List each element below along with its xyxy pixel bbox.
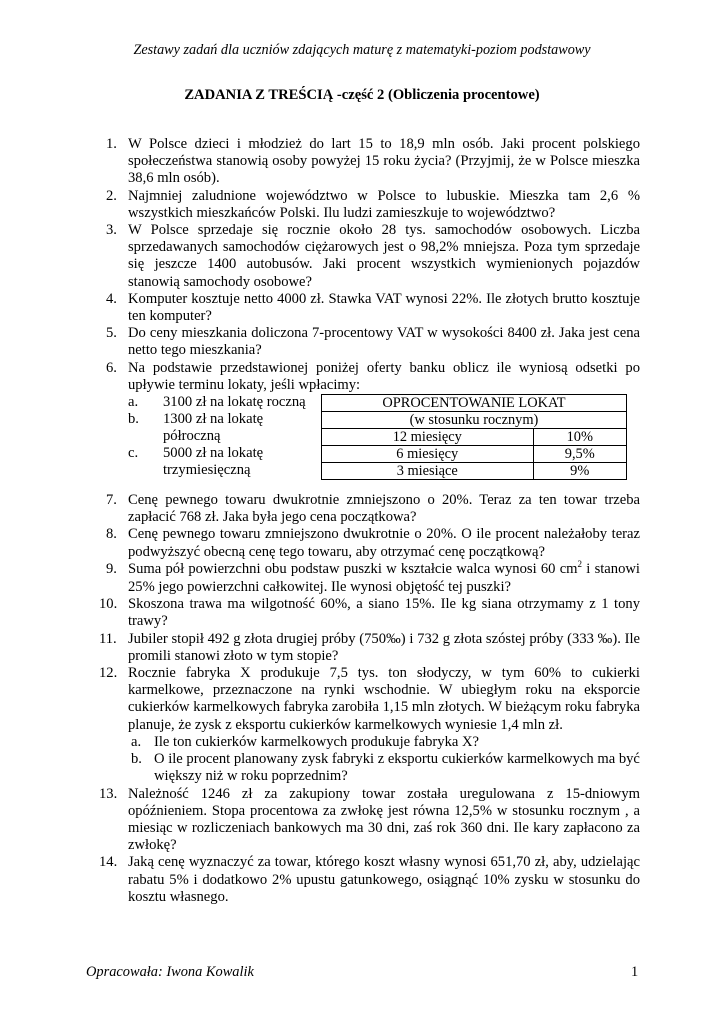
term-cell: 3 miesiące xyxy=(322,463,534,480)
task-12-sub-b xyxy=(106,751,640,785)
task-number: 11. xyxy=(99,630,117,647)
task-6 xyxy=(106,360,640,394)
task-number: 14. xyxy=(99,854,118,871)
sub-text: O ile procent planowany zysk fabryki z eksportu cukierków karmelkowych ma być większy niż w roku poprzednim? xyxy=(154,751,640,785)
task-number: 3. xyxy=(106,222,117,239)
task-text: Komputer kosztuje netto 4000 zł. Stawka VAT wynosi 22%. Ile złotych brutto kosztuje ten komputer? xyxy=(128,290,640,325)
task-text-cont: i stanowi 25% jego powierzchni całkowitej. Ile wynosi objętość tej puszki? xyxy=(128,560,640,596)
task-text: Do ceny mieszkania doliczona 7-procentowy VAT w wysokości 8400 zł. Jaka jest cena netto tego mieszkania? xyxy=(128,325,640,359)
task-text: Skoszona trawa ma wilgotność 60%, a siano 15%. Ile kg siana otrzymamy z 1 tony trawy? xyxy=(128,596,640,630)
option-text-line2: trzymiesięczną xyxy=(163,462,251,479)
task-text: W Polsce sprzedaje się rocznie około 28 tys. samochodów osobowych. Liczba sprzedawanych samochodów ciężarowych jest o 98,2% mniejsza. Poza tym sprzedaje się jeszcze 1400 autobusów. Jaki procent wszystkich wymienionych pojazdów stanowią samochody osobowe? xyxy=(128,222,640,290)
sub-label: b. xyxy=(131,751,142,768)
rate-cell: 9% xyxy=(533,463,626,480)
term-cell: 12 miesięcy xyxy=(322,429,534,446)
task-text: Suma pół powierzchni obu podstaw puszki w kształcie walca wynosi 60 cm xyxy=(128,560,578,577)
option-label: a. xyxy=(128,394,139,411)
option-text-line2: półroczną xyxy=(163,428,221,445)
task-9 xyxy=(106,558,640,596)
task-1 xyxy=(106,136,640,188)
table-row xyxy=(322,463,627,480)
rate-cell: 9,5% xyxy=(533,446,626,463)
task-text: Należność 1246 zł za zakupiony towar została uregulowana z 15-dniowym opóźnieniem. Stopa procentowa za zwłokę jest równa 12,5% w stosunku rocznym , a miesiąc w rozliczeniach bankowych ma 30 dni, zaś rok 360 dni. Ile kary zapłacono za zwłokę? xyxy=(128,785,640,854)
task-number: 8. xyxy=(106,526,117,543)
option-label: c. xyxy=(128,445,139,462)
option-text: 5000 zł na lokatę xyxy=(163,445,264,462)
task-list xyxy=(99,136,640,906)
task-number: 2. xyxy=(106,187,117,204)
table-row xyxy=(322,446,627,463)
task-12-sub-a xyxy=(106,734,640,751)
task-text: Cenę pewnego towaru zmniejszono dwukrotnie o 20%. O ile procent należałoby teraz podwyższyć obecną cenę tego towaru, aby otrzymać cenę początkową? xyxy=(128,526,640,560)
task-13 xyxy=(99,785,640,855)
task-14 xyxy=(99,854,640,906)
task-text: Na podstawie przedstawionej poniżej oferty banku oblicz ile wyniosą odsetki po upływie terminu lokaty, jeśli wpłacimy: xyxy=(128,359,640,393)
task-number: 1. xyxy=(106,136,117,152)
task-4 xyxy=(106,291,640,325)
task-number: 7. xyxy=(106,492,117,509)
page-number: 1 xyxy=(631,964,639,980)
page-title: ZADANIA Z TREŚCIĄ -część 2 (Obliczenia procentowe) xyxy=(184,87,540,103)
option-label: b. xyxy=(128,411,139,428)
rates-table xyxy=(321,394,627,480)
task-10 xyxy=(99,596,640,630)
task-8 xyxy=(106,526,640,560)
superscript: 2 xyxy=(577,558,583,569)
option-text: 3100 zł na lokatę roczną xyxy=(163,394,306,411)
task-7 xyxy=(106,492,640,526)
task-text: Jaką cenę wyznaczyć za towar, którego koszt własny wynosi 651,70 zł, aby, udzielając rabatu 5% i dodatkowo 2% upustu gatunkowego, osiągnąć 10% zysku w stosunku do kosztu własnego. xyxy=(128,854,640,905)
task-number: 6. xyxy=(106,359,117,376)
task-5 xyxy=(106,325,640,359)
task-text: Rocznie fabryka X produkuje 7,5 tys. ton słodyczy, w tym 60% to cukierki karmelkowe, przeznaczone na rynki wschodnie. W ubiegłym roku na eksporcie cukierków karmelkowych fabryka zarobiła 1,15 mln złotych. W bieżącym roku fabryka planuje, że zysk z eksportu cukierków karmelkowych wyniesie 1,4 mln zł. xyxy=(128,665,640,733)
task-text: Jubiler stopił 492 g złota drugiej próby (750‰) i 732 g złota szóstej próby (333 ‰). Ile promili stanowi złoto w tym stopie? xyxy=(128,630,640,664)
task-number: 9. xyxy=(106,560,117,577)
task-number: 13. xyxy=(99,785,118,802)
task-text: Najmniej zaludnione województwo w Polsce to lubuskie. Mieszka tam 2,6 % wszystkich mieszkańców Polski. Ilu ludzi zamieszkuje to województwo? xyxy=(128,187,640,221)
page-header: Zestawy zadań dla uczniów zdających maturę z matematyki-poziom podstawowy xyxy=(133,42,591,58)
task-number: 10. xyxy=(99,596,118,613)
sub-text: Ile ton cukierków karmelkowych produkuje fabryka X? xyxy=(154,733,480,750)
rate-cell: 10% xyxy=(533,429,626,446)
task-number: 5. xyxy=(106,325,117,342)
task-11 xyxy=(99,630,640,665)
task-3 xyxy=(106,222,640,291)
sub-label: a. xyxy=(131,733,142,750)
option-text: 1300 zł na lokatę xyxy=(163,411,264,428)
task-2 xyxy=(106,188,640,222)
term-cell: 6 miesięcy xyxy=(322,446,534,463)
task-12 xyxy=(99,665,640,734)
task-number: 12. xyxy=(99,665,118,682)
rates-table-title: OPROCENTOWANIE LOKAT xyxy=(322,395,627,412)
task-text: Cenę pewnego towaru dwukrotnie zmniejszono o 20%. Teraz za ten towar trzeba zapłacić 768 zł. Jaka była jego cena początkowa? xyxy=(128,492,640,526)
footer-author: Opracowała: Iwona Kowalik xyxy=(86,964,254,980)
task-number: 4. xyxy=(106,290,117,307)
table-row xyxy=(322,429,627,446)
task-text: W Polsce dzieci i młodzież do lart 15 to 18,9 mln osób. Jaki procent polskiego społeczeństwa stanowią osoby powyżej 15 roku życia? (Przyjmij, że w Polsce mieszka 38,6 mln osób). xyxy=(128,136,640,187)
rates-table-subtitle: (w stosunku rocznym) xyxy=(322,412,627,429)
task-6-options xyxy=(106,394,640,492)
